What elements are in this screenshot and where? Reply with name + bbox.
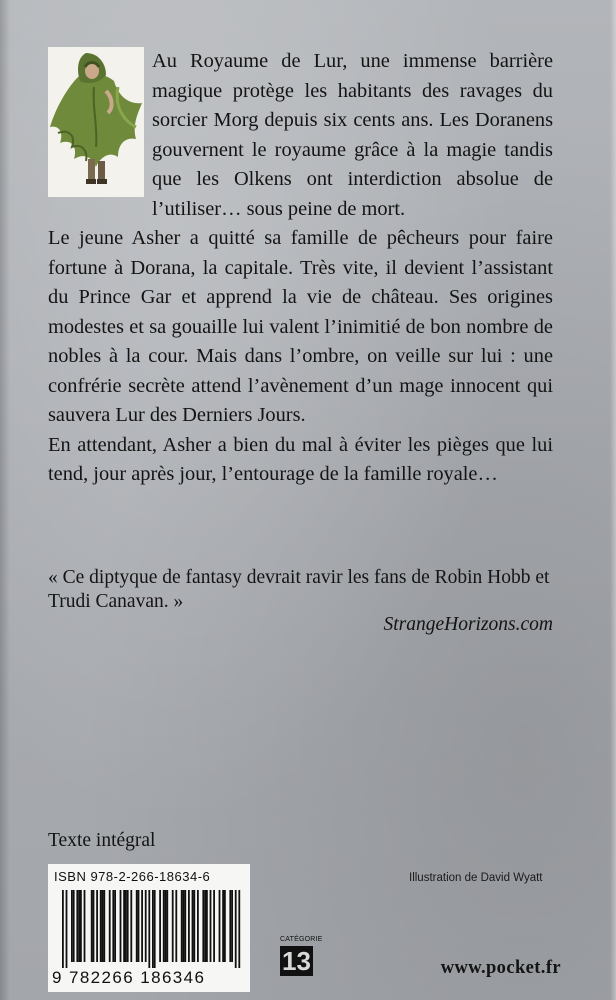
- barcode-bar: [71, 890, 73, 962]
- barcode-bar: [172, 890, 174, 962]
- barcode-bar: [141, 890, 143, 962]
- barcode-bar: [224, 890, 226, 962]
- barcode-bar: [210, 890, 212, 962]
- category-label: CATÉGORIE: [280, 936, 323, 943]
- barcode-bar: [130, 890, 132, 962]
- review-quote: « Ce diptyque de fantasy devrait ravir les fans de Robin Hobb et Trudi Canavan. »: [48, 567, 550, 612]
- barcode-bar: [103, 890, 105, 962]
- barcode-bar: [62, 890, 64, 968]
- barcode-bar: [136, 890, 138, 962]
- blurb-paragraph-3: En attendant, Asher a bien du mal à éviter les pièges que lui tend, jour après jour, l’entourage de la famille royale…: [48, 433, 553, 485]
- barcode-bar: [102, 890, 104, 962]
- blurb-text: [48, 47, 553, 490]
- barcode: [48, 890, 250, 970]
- barcode-digits: 9 782266 186346: [52, 968, 206, 987]
- barcode-bar: [91, 890, 93, 962]
- barcode-bar: [204, 890, 206, 962]
- isbn-label: ISBN 978-2-266-18634-6: [54, 869, 211, 884]
- edition-note: Texte intégral: [48, 830, 156, 851]
- barcode-bar: [165, 890, 167, 962]
- barcode-bar: [96, 890, 98, 962]
- barcode-bar: [238, 890, 240, 968]
- blurb-paragraph-1: Au Royaume de Lur, une immense barrière magique protège les habitants des ravages du sorcier Morg depuis six cents ans. Les Doranens gouvernent le royaume grâce à la magie tandis que les Olkens ont interdiction absolue de l’utiliser… sous peine de mort.: [152, 50, 553, 220]
- barcode-bar: [229, 890, 231, 962]
- barcode-bar: [112, 890, 114, 962]
- barcode-bar: [235, 890, 237, 968]
- barcode-bar: [163, 890, 165, 962]
- barcode-bar: [138, 890, 140, 962]
- barcode-bar: [152, 890, 154, 968]
- barcode-bar: [166, 890, 168, 962]
- barcode-bar: [197, 890, 199, 962]
- barcode-bar: [93, 890, 95, 962]
- publisher-website: www.pocket.fr: [440, 958, 561, 978]
- barcode-panel: [48, 864, 250, 992]
- cover-edge-highlight: [610, 0, 616, 1000]
- barcode-bar: [127, 890, 129, 962]
- barcode-bar: [219, 890, 221, 962]
- barcode-bar: [188, 890, 190, 962]
- illustration-spacer: [48, 47, 152, 197]
- barcode-bar: [193, 890, 195, 962]
- barcode-bar: [213, 890, 215, 962]
- illustration-credit: Illustration de David Wyatt: [409, 872, 543, 884]
- barcode-bar: [84, 890, 86, 962]
- barcode-bar: [109, 890, 111, 962]
- barcode-bar: [231, 890, 233, 962]
- barcode-bar: [154, 890, 156, 968]
- barcode-bar: [100, 890, 102, 962]
- barcode-bar: [202, 890, 204, 962]
- blurb-paragraph-2: Le jeune Asher a quitté sa famille de pêcheurs pour faire fortune à Dorana, la capitale. Très vite, il devient l’assistant du Prince Gar et apprend la vie de château. Ses origines modestes et sa gouaille lui valent l’inimitié de bon nombre de nobles à la cour. Mais dans l’ombre, on veille sur lui : une confrérie secrète attend l’avènement d’un mage innocent qui sauvera Lur des Derniers Jours.: [48, 227, 553, 426]
- barcode-bar: [222, 890, 224, 962]
- barcode-bar: [125, 890, 127, 962]
- barcode-bar: [206, 890, 208, 962]
- barcode-bar: [181, 890, 183, 962]
- barcode-bar: [73, 890, 75, 962]
- barcode-bar: [78, 890, 80, 962]
- barcode-bar: [175, 890, 177, 962]
- barcode-bar: [183, 890, 185, 962]
- barcode-bar: [148, 890, 150, 968]
- barcode-bar: [76, 890, 78, 962]
- barcode-bar: [159, 890, 161, 962]
- review-source: StrangeHorizons.com: [383, 614, 553, 635]
- barcode-bar: [80, 890, 82, 962]
- barcode-bar: [192, 890, 194, 962]
- barcode-bar: [184, 890, 186, 962]
- category-badge: [280, 936, 323, 976]
- barcode-bar: [145, 890, 147, 962]
- barcode-bar: [120, 890, 122, 962]
- cover-edge-shadow: [0, 0, 10, 1000]
- barcode-bar: [114, 890, 116, 962]
- barcode-bar: [66, 890, 68, 968]
- category-number: 13: [282, 946, 311, 976]
- barcode-bar: [123, 890, 125, 962]
